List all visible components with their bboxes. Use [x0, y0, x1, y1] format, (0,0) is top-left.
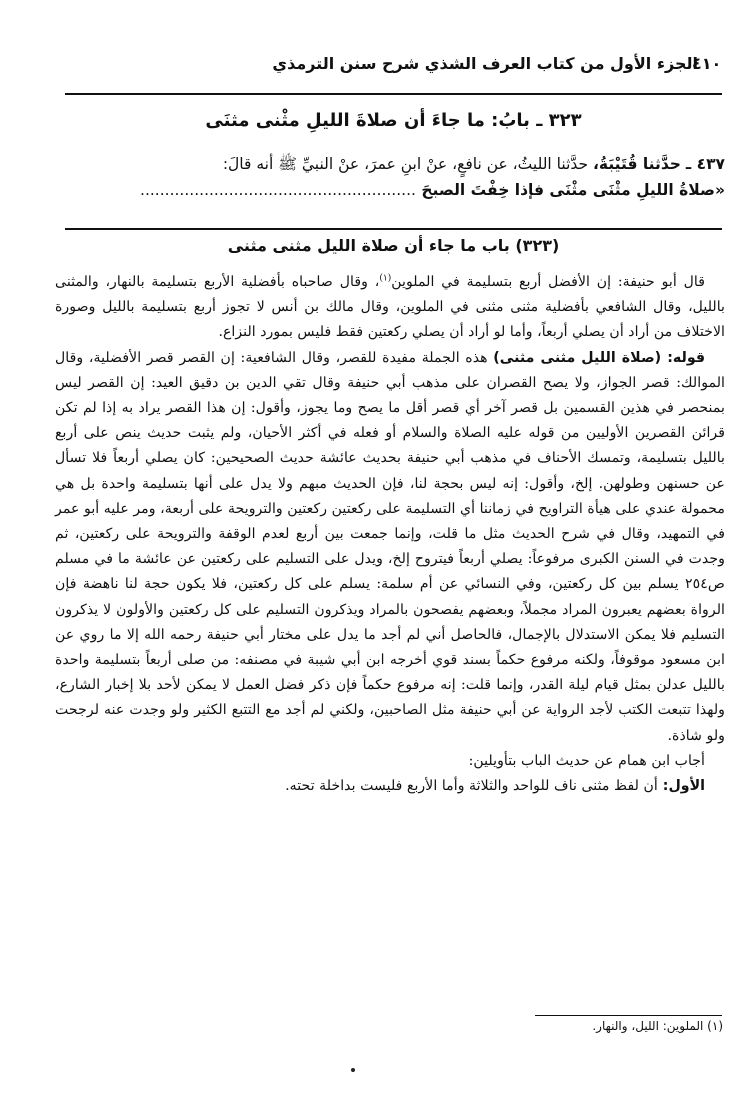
chapter-title: ٣٢٣ ـ بابُ: ما جاءَ أن صلاةَ الليلِ مثْنى مثنَى — [205, 110, 582, 131]
paragraph-text: ، وقال صاحباه بأفضلية الأربع بتسليمة بالنهار، والمثنى بالليل، وقال الشافعي بأفضلية مثنى مثنى في الملوين، وقال مالك بن أنس لا تجوز أربع بتسليمة بالليل وصورة الاختلاف من أراد أن يصلي أربعاً، وأما لو أراد أن يصلي ركعتين فقط فليس بمورد النزاع. — [55, 274, 725, 341]
paragraph-text: أن لفظ مثنى ناف للواحد والثلاثة وأما الأربع فليست بداخلة تحته. — [285, 778, 658, 795]
paragraph-text: هذه الجملة مفيدة للقصر، وقال الشافعية: إن القصر قصر الأفضلية، وقال الموالك: قصر الجواز، ولا يصح القصران على مذهب أبي حنيفة وقال تقي الدين بن دقيق العيد: إن القصر ليس بمنحصر في هذين القسمين بل قصر آخر أي قصر أقل ما يصح وما يجوز، وأقول: إن هذا القصر يراد به إذا لم تكن قرائن القصرين الأوليين من قوله عليه الصلاة والسلام أو فعله في أكثر الأحيان، ولم يثبت حديث ينص على أربع بالليل بتسليمة، وتمسك الأحناف في مذهب أبي حنيفة بحديث عائشة حديث الصحيحين: كان يصلي أربعاً فلا تسأل عن حسنهن وطولهن. إلخ، وأقول: إنه ليس بحجة لنا، فإن الحديث مبهم ولا يدل على أنها بتسليمة واحدة بل هي محمولة عندي على هيأة التراويح في زماننا أي التسليمة على ركعتين ركعتين والترويحة على أربعة، ومر عليه أبو عمر في التمهيد، وقال في شرح الحديث مثل ما قلت، وإنما جمعت بين أربع لعدم الوقفة والترويحة على ركعتين، ثم وجدت في السنن الكبرى مرفوعاً: يصلي أربعاً فيتروح إلخ، ويدل على التسليم على ركعتين عن عائشة ما في مسلم ص٢٥٤ يسلم بين كل ركعتين، وفي النسائي عن أم سلمة: يسلم على كل ركعتين، فلا يكون حجة لنا ناهضة فإن الرواة بعضهم يعبرون المراد مجملاً، وبعضهم يفصحون بالمراد ويذكرون التسليم على كل ركعتين والأولون لا يذكرون التسليم فلا يمكن الاستدلال بالإجمال، فالحاصل أني لم أجد ما يدل على مختار أبي حنيفة رحمه الله إلا ما روي عن ابن مسعود موقوفاً، ولكنه مرفوع حكماً بسند قوي أخرجه ابن أبي شيبة في مصنفه: من صلى أربعاً بتسليمة واحدة بالليل عدلن بمثل قيام ليلة القدر، وإنما قلت: إنه مرفوع حكماً فإن ذكر فضل العمل لا يمكن لأحد بلا إخبار الشارع، ولهذا تتبعت الكتب لأجد الرواية عن أبي حنيفة مثل الصاحبين، ولكني لم أجد مع التتبع الكثير ولو وجدت عنه لرجحت ولو شاذة. — [55, 349, 725, 744]
hadith-narrator: حدَّثنا قُتَيْبَةُ، — [593, 155, 681, 173]
paragraph-ibn-humam — [55, 749, 725, 774]
running-header-title: الجزء الأول من كتاب العرف الشذي شرح سنن الترمذي — [272, 54, 698, 73]
item-label: الأول: — [657, 778, 705, 795]
commentary-heading: (٣٢٣) باب ما جاء أن صلاة الليل مثنى مثنى — [227, 236, 560, 255]
hadith-continuation-dots: ........................................................ — [140, 181, 416, 199]
footnote-text: الملوين: الليل، والنهار. — [592, 1019, 704, 1033]
paragraph-text: أجاب ابن همام عن حديث الباب بتأويلين: — [468, 752, 705, 769]
lemma-quote: (صلاة الليل مثنى مثنى) — [493, 349, 662, 366]
footnote-ref[interactable]: (١) — [379, 273, 392, 284]
paragraph-abu-hanifa — [55, 270, 725, 346]
commentary-body — [55, 270, 725, 799]
lemma-label: قوله: — [661, 349, 706, 366]
page-mark-dot — [351, 1068, 355, 1072]
page-number: ٤١٠ — [692, 54, 722, 73]
footnote-marker: (١) — [707, 1019, 723, 1033]
hadith-number: ٤٣٧ ـ — [685, 155, 725, 173]
paragraph-first-interpretation — [55, 774, 725, 799]
hadith-chain — [55, 152, 725, 177]
header-divider — [65, 93, 722, 95]
footnote-divider — [535, 1015, 722, 1016]
paragraph-text: قال أبو حنيفة: إن الأفضل أربع بتسليمة في الملوين — [391, 274, 705, 290]
paragraph-qawluhu — [55, 346, 725, 749]
section-divider — [65, 228, 722, 230]
hadith-text-line — [55, 178, 725, 203]
hadith-isnad: حدَّثنا الليثُ، عن نافعٍ، عنْ ابنِ عمرَ، عنْ النبيِّ ﷺ أنه قالَ: — [222, 155, 589, 173]
hadith-matn: «صلاةُ الليلِ مثْنَى مثْنَى فإذا خِفْتَ الصبحَ — [421, 181, 725, 199]
footnote-1 — [323, 1019, 723, 1033]
